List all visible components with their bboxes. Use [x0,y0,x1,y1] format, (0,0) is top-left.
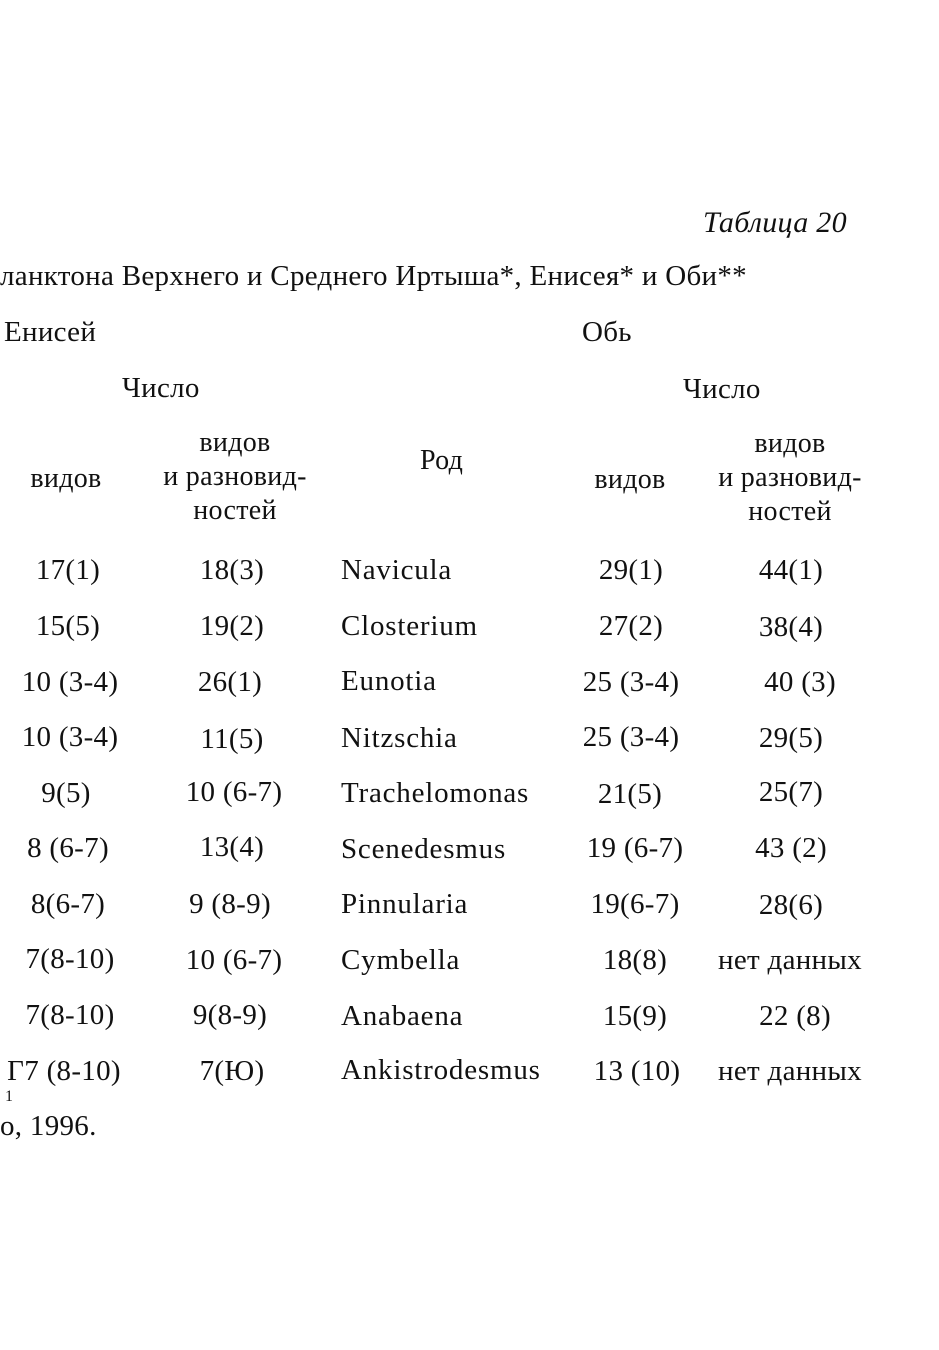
cell-ob-species: 25 (3-4) [582,721,680,753]
table-title: ланктона Верхнего и Среднего Иртыша*, Енисея* и Оби** [0,260,747,292]
cell-ob-varieties: 44(1) [758,554,824,586]
cell-yenisei-species: 10 (3-4) [21,721,119,753]
col-header-line: ностей [748,496,832,527]
cell-ob-species: 29(1) [598,554,664,586]
cell-genus: Cymbella [341,944,461,976]
cell-ob-varieties: нет данных [718,1055,862,1087]
table-number: Таблица 20 [703,206,847,239]
cell-yenisei-varieties: 19(2) [199,610,265,642]
cell-genus: Trachelomonas [341,777,530,809]
cell-genus: Anabaena [341,1000,464,1032]
cell-yenisei-species: 7(8-10) [25,999,115,1031]
cell-ob-varieties: 43 (2) [755,832,827,864]
col-header-yenisei-species: видов [30,463,102,494]
cell-genus: Scenedesmus [341,833,507,865]
cell-yenisei-varieties: 26(1) [197,666,263,698]
cell-yenisei-varieties: 18(3) [199,554,265,586]
cell-yenisei-varieties: 10 (6-7) [185,944,283,976]
cell-yenisei-species: 8(6-7) [30,888,106,920]
cell-ob-species: 19(6-7) [590,888,680,920]
cell-yenisei-species: 8 (6-7) [27,832,109,864]
group-header-ob: Число [683,373,761,405]
cell-genus: Pinnularia [341,888,469,920]
cell-ob-species: 27(2) [598,610,664,642]
cell-yenisei-species: 9(5) [41,777,91,809]
cell-ob-species: 18(8) [602,944,668,976]
cell-genus: Navicula [341,554,453,586]
cell-ob-species: 21(5) [597,778,663,810]
cell-genus: Ankistrodesmus [341,1054,541,1086]
cell-genus: Eunotia [341,665,437,697]
col-header-line: и разновид- [718,462,862,493]
cell-yenisei-varieties: 7(Ю) [199,1055,265,1087]
col-header-line: видов [754,428,826,459]
cell-yenisei-varieties: 9 (8-9) [189,888,271,920]
col-header-ob-species: видов [594,464,666,495]
col-header-genus: Род [420,445,464,476]
group-header-yenisei: Число [122,372,200,404]
cell-ob-varieties: 22 (8) [759,1000,831,1032]
footnote-mark: 1 [5,1088,14,1105]
cell-ob-varieties: 29(5) [758,722,824,754]
cell-ob-varieties: 28(6) [758,889,824,921]
cell-ob-species: 19 (6-7) [586,832,684,864]
cell-genus: Nitzschia [341,722,458,754]
footnote-source: о, 1996. [0,1110,97,1142]
cell-yenisei-species: 7(8-10) [25,943,115,975]
cell-yenisei-species: 10 (3-4) [21,666,119,698]
cell-ob-varieties: 25(7) [758,776,824,808]
cell-yenisei-species: 17(1) [35,554,101,586]
col-header-line: и разновид- [163,461,307,492]
cell-yenisei-varieties: 10 (6-7) [185,776,283,808]
cell-ob-varieties: нет данных [718,944,862,976]
cell-yenisei-varieties: 11(5) [200,723,264,755]
cell-ob-species: 25 (3-4) [582,666,680,698]
section-yenisei: Енисей [4,316,97,348]
cell-ob-varieties: 40 (3) [764,666,836,698]
cell-yenisei-species: 15(5) [35,610,101,642]
cell-ob-species: 13 (10) [593,1055,681,1087]
col-header-yenisei-varieties [150,426,320,528]
col-header-line: ностей [193,495,277,526]
section-ob: Обь [582,316,632,348]
cell-yenisei-varieties: 13(4) [199,831,265,863]
col-header-line: видов [199,427,271,458]
cell-genus: Closterium [341,610,478,642]
cell-yenisei-varieties: 9(8-9) [192,999,268,1031]
cell-yenisei-species: Г7 (8-10) [7,1055,121,1087]
col-header-ob-varieties [705,427,875,529]
cell-ob-species: 15(9) [602,1000,668,1032]
cell-ob-varieties: 38(4) [758,611,824,643]
